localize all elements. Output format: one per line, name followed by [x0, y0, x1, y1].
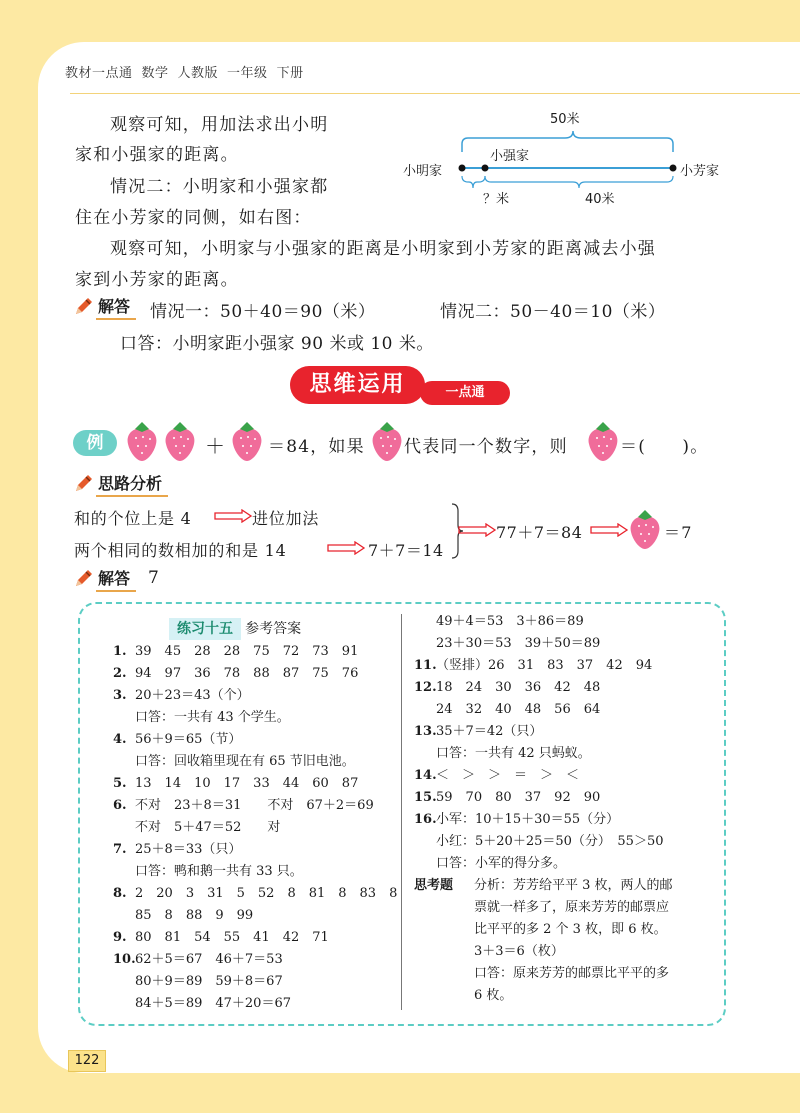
paragraph-line: 住在小芳家的同侧，如右图： [75, 208, 312, 228]
answer-row: 14.＜ ＞ ＞ ＝ ＞ ＜ [414, 768, 580, 783]
arrow-icon [458, 523, 496, 537]
header-book: 教材一点通 [65, 66, 133, 81]
pencil-icon [72, 473, 94, 495]
exercise-title: 练习十五 [169, 618, 241, 640]
answer-row: 49＋4＝53 3＋86＝89 [436, 614, 584, 629]
answer-row: 9. 80 81 54 55 41 42 71 [113, 930, 329, 945]
paragraph-line: 家和小强家的距离。 [75, 145, 239, 165]
analysis-line2a: 两个相同的数相加的和是 14 [74, 541, 287, 560]
header-edition: 人教版 [177, 66, 219, 81]
answer-row: 小红：5＋20＋25＝50（分） 55＞50 [436, 834, 664, 849]
strawberry-icon [370, 420, 404, 462]
header-rule [70, 93, 800, 94]
example-plus: ＋ [205, 434, 227, 458]
strawberry-icon [586, 420, 620, 462]
think-question [414, 875, 673, 1007]
answer-row: 口答：一共有 42 只蚂蚁。 [436, 746, 591, 761]
banner-title: 思维运用 [290, 366, 425, 404]
answer-row: 口答：一共有 43 个学生。 [135, 710, 290, 725]
example-label: 例 [73, 430, 117, 456]
banner-tag: 一点通 [420, 381, 510, 405]
answer-row: 4. 56＋9＝65（节） [113, 732, 242, 747]
answer-row: 口答：小军的得分多。 [436, 856, 567, 871]
arrow-icon [214, 509, 252, 523]
answer-row: 5. 13 14 10 17 33 44 60 87 [113, 776, 359, 791]
answer-row: 80＋9＝89 59＋8＝67 [135, 974, 283, 989]
analysis-line2b: 7＋7＝14 [368, 541, 444, 560]
paragraph-line: 情况二：小明家和小强家都 [110, 177, 329, 197]
exercise-subtitle: 参考答案 [245, 621, 302, 637]
answer-row: 16.小军：10＋15＋30＝55（分） [414, 812, 620, 827]
strawberry-icon [628, 508, 662, 550]
page-number: 122 [68, 1050, 106, 1072]
strawberry-icon [125, 420, 159, 462]
header-volume: 下册 [276, 66, 304, 81]
answer-row: 24 32 40 48 56 64 [436, 702, 601, 717]
diagram-unknown-label: ？米 [483, 192, 510, 207]
answer-case1: 情况一：50＋40＝90（米） [150, 302, 376, 322]
answer-row: 12.18 24 30 36 42 48 [414, 680, 601, 695]
analysis-line1b: 进位加法 [252, 509, 320, 528]
example-condition: 代表同一个数字，则 [404, 437, 568, 457]
analysis-line1a: 和的个位上是 4 [74, 509, 192, 528]
answer-row: 23＋30＝53 39＋50＝89 [436, 636, 601, 651]
diagram-qiang-label: 小强家 [490, 149, 530, 164]
paragraph-line: 观察可知，小明家与小强家的距离是小明家到小芳家的距离减去小强 [110, 239, 656, 259]
analysis-value: ＝7 [664, 523, 693, 542]
exercise-left-column [113, 618, 397, 1015]
answer-row: 84＋5＝89 47＋20＝67 [135, 996, 291, 1011]
answer2-heading [72, 566, 136, 592]
answer2-value: 7 [148, 568, 161, 588]
answer-row: 10.62＋5＝67 46＋7＝53 [113, 952, 283, 967]
header-grade: 一年级 [227, 66, 268, 81]
answer-case2: 情况二：50－40＝10（米） [440, 302, 666, 322]
example-equation: ＝84，如果 [268, 437, 365, 457]
answer-row: 13.35＋7＝42（只） [414, 724, 543, 739]
page-header [65, 62, 313, 81]
diagram-fang-label: 小芳家 [680, 164, 720, 179]
answer-row: 7. 25＋8＝33（只） [113, 842, 242, 857]
arrow-icon [590, 523, 628, 537]
answer-row: 85 8 88 9 99 [135, 908, 254, 923]
answer-row: 15.59 70 80 37 92 90 [414, 790, 601, 805]
answer2-label: 解答 [96, 566, 136, 592]
example-question: ＝( )。 [620, 437, 709, 457]
arrow-icon [327, 541, 365, 555]
distance-diagram [395, 100, 800, 210]
paragraph-line: 观察可知，用加法求出小明 [110, 115, 329, 135]
think-body: 分析：芳芳给平平 3 枚，两人的邮 票就一样多了，原来芳芳的邮票应 比平平的多 2 个 3 枚，即 6 枚。 3＋3＝6（枚） 口答：原来芳芳的邮票比平平的多 6 枚。 [474, 878, 673, 1003]
answer-row: 2. 94 97 36 78 88 87 75 76 [113, 666, 359, 681]
answer-row: 口答：鸭和鹅一共有 33 只。 [135, 864, 303, 879]
answer-reply: 口答：小明家距小强家 90 米或 10 米。 [120, 334, 434, 354]
answer-label: 解答 [96, 294, 136, 320]
strawberry-icon [163, 420, 197, 462]
analysis-heading [72, 471, 168, 497]
answer-row: 11.（竖排）26 31 83 37 42 94 [414, 658, 653, 673]
think-label: 思考题 [414, 878, 454, 893]
pencil-icon [72, 568, 94, 590]
diagram-total-label: 50米 [550, 112, 580, 127]
analysis-result: 77＋7＝84 [496, 523, 583, 542]
answer-row: 不对 5＋47＝52 对 [135, 820, 281, 835]
answer-row: 口答：回收箱里现在有 65 节旧电池。 [135, 754, 355, 769]
column-divider [401, 614, 402, 1010]
answer-row: 3. 20＋23＝43（个） [113, 688, 250, 703]
pencil-icon [72, 296, 94, 318]
diagram-part-label: 40米 [585, 192, 615, 207]
exercise-title-row [113, 618, 397, 641]
answer-row: 8. 2 20 3 31 5 52 8 81 8 83 8 [113, 886, 398, 901]
analysis-label: 思路分析 [96, 471, 168, 497]
answer-row: 1. 39 45 28 28 75 72 73 91 [113, 644, 359, 659]
paragraph-line: 家到小芳家的距离。 [75, 270, 239, 290]
strawberry-icon [230, 420, 264, 462]
diagram-ming-label: 小明家 [403, 164, 443, 179]
exercise-right-column [414, 611, 673, 1007]
header-subject: 数学 [141, 66, 169, 81]
answer-heading [72, 294, 136, 320]
answer-row: 6. 不对 23＋8＝31 不对 67＋2＝69 [113, 798, 374, 813]
